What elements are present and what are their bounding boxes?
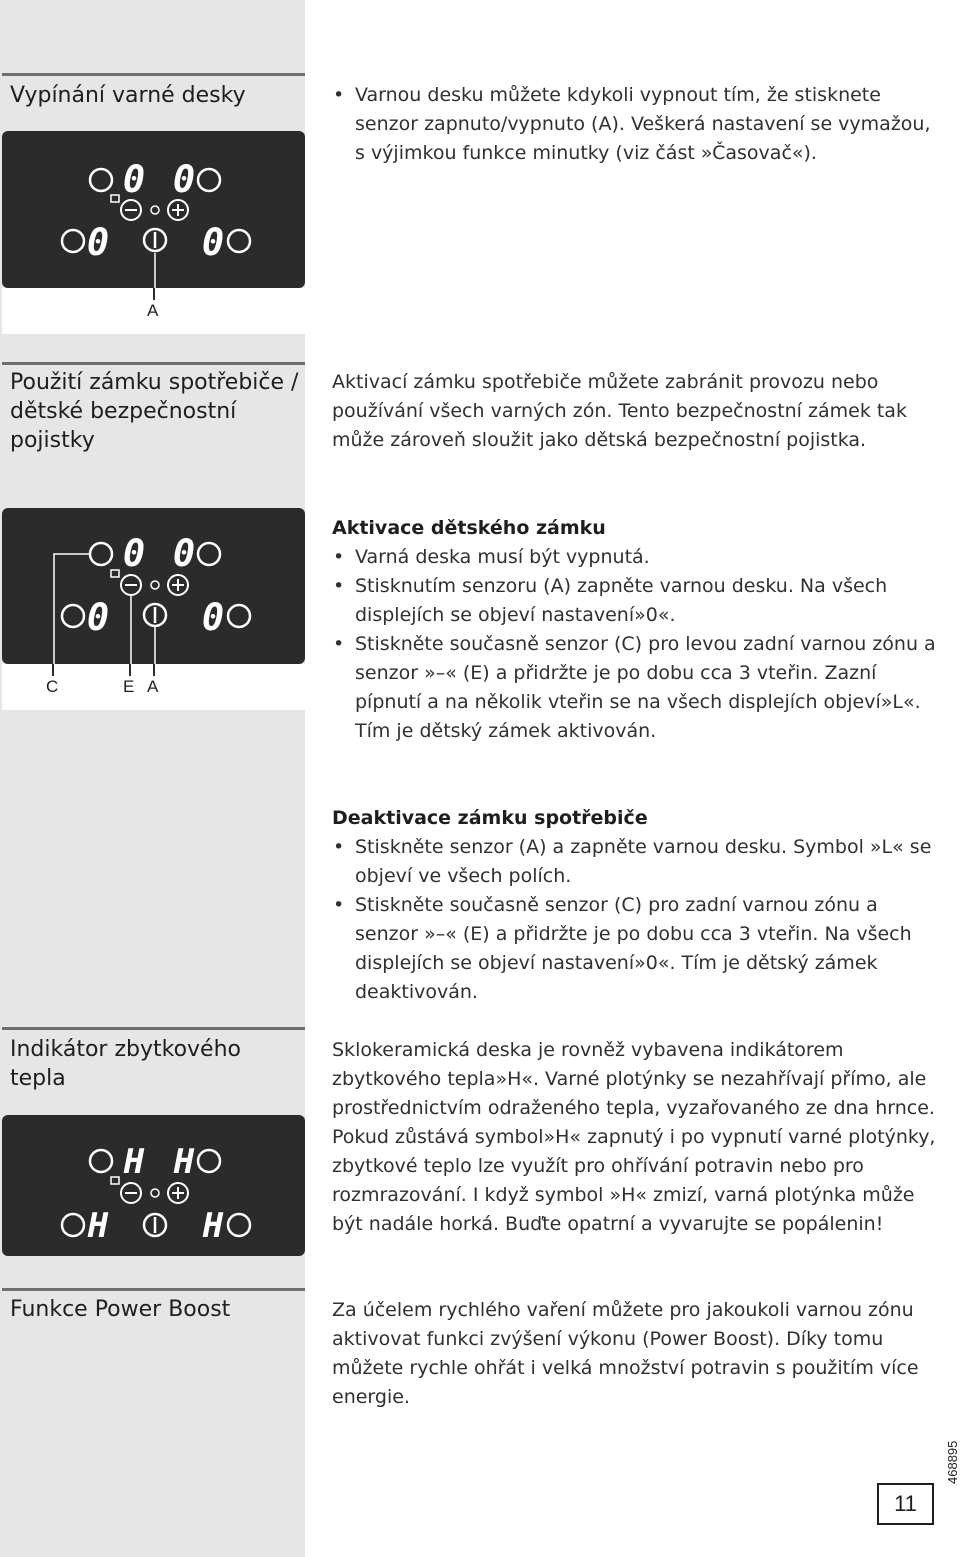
callout-line-a-ext bbox=[153, 664, 155, 676]
bullet-item: • Stiskněte senzor (A) a zapněte varnou desku. Symbol »L« se objeví ve všech polích. bbox=[332, 833, 942, 891]
page-number: 11 bbox=[877, 1483, 934, 1525]
display-front-right: 0 bbox=[201, 221, 225, 264]
residual-text: Sklokeramická deska je rovněž vybavena indikátorem zbytkového tepla»H«. Varné plotýnky se nezahřívají přímo, ale prostřednictvím odraženého tepla, vyzařovaného ze dna hrnce. Pokud zůstává symbol»H« zapnutý i po vypnutí varné plotýnky, zbytkové teplo lze využít pro ohřívání potravin nebo pro rozmrazování. I když symbol »H« zmizí, varná plotýnka může být nadále horká. Buďte opatrní a vyvarujte se popálenin! bbox=[332, 1039, 936, 1235]
zone-sensor-front-left-icon bbox=[62, 1214, 84, 1236]
lock-deactivate bbox=[332, 804, 942, 1007]
callout-label-e: E bbox=[123, 677, 135, 696]
section-rule bbox=[2, 1027, 305, 1030]
zone-sensor-rear-left-icon bbox=[90, 543, 112, 565]
zone-sensor-front-right-icon bbox=[228, 1214, 250, 1236]
zone-sensor-front-left-icon bbox=[62, 230, 84, 252]
lock-icon bbox=[111, 570, 119, 577]
timer-icon bbox=[151, 581, 159, 589]
section-text-off bbox=[332, 81, 942, 168]
timer-icon bbox=[151, 1189, 159, 1197]
timer-icon bbox=[151, 206, 159, 214]
display-rear-left: H bbox=[123, 1142, 145, 1182]
zone-sensor-rear-left-icon bbox=[90, 1150, 112, 1172]
boost-text: Za účelem rychlého vaření můžete pro jakoukoli varnou zónu aktivovat funkci zvýšení výkonu (Power Boost). Díky tomu můžete rychle ohřát i velká množství potravin s použitím více energie. bbox=[332, 1299, 919, 1408]
control-panel-residual bbox=[2, 1115, 305, 1256]
bullet-item: • Stiskněte současně senzor (C) pro levou zadní varnou zónu a senzor »–« (E) a přidržte je po dobu cca 3 vteřin. Zazní pípnutí a na několik vteřin se na všech displejích objeví»L«. Tím je dětský zámek aktivován. bbox=[332, 630, 942, 746]
bullet-item: • Stisknutím senzoru (A) zapněte varnou desku. Na všech displejích se objeví nastavení»0«. bbox=[332, 572, 942, 630]
zone-sensor-front-left-icon bbox=[62, 605, 84, 627]
section-heading-off: Vypínání varné desky bbox=[10, 83, 246, 108]
section-rule bbox=[2, 362, 305, 365]
display-front-right: 0 bbox=[201, 596, 225, 639]
zone-sensor-front-right-icon bbox=[228, 230, 250, 252]
section-heading-boost: Funkce Power Boost bbox=[10, 1297, 231, 1322]
display-rear-right: 0 bbox=[172, 158, 196, 201]
control-panel-off bbox=[2, 131, 305, 288]
callout-line-c bbox=[54, 554, 90, 664]
display-front-left: H bbox=[87, 1206, 109, 1246]
display-rear-left: 0 bbox=[122, 158, 146, 201]
display-rear-left: 0 bbox=[122, 532, 146, 575]
control-panel-lock bbox=[2, 508, 305, 664]
callout-line-c-ext bbox=[52, 664, 54, 676]
callout-label-c: C bbox=[46, 677, 59, 696]
zone-sensor-front-right-icon bbox=[228, 605, 250, 627]
callout-line-a bbox=[153, 288, 155, 300]
display-rear-right: 0 bbox=[172, 532, 196, 575]
callout-label-a: A bbox=[147, 301, 159, 320]
document-number: 468895 bbox=[945, 1440, 960, 1484]
display-rear-right: H bbox=[173, 1142, 195, 1182]
callout-line-e-ext bbox=[129, 664, 131, 676]
section-heading-lock: Použití zámku spotřebiče / dětské bezpečnostní pojistky bbox=[10, 370, 299, 453]
bullet-item: • Varnou desku můžete kdykoli vypnout tím, že stisknete senzor zapnuto/vypnuto (A). Veškerá nastavení se vymažou, s výjimkou funkce minutky (viz část »Časovač«). bbox=[332, 81, 942, 168]
subheading-activate: Aktivace dětského zámku bbox=[332, 517, 606, 539]
bullet-item: • Stiskněte současně senzor (C) pro zadní varnou zónu a senzor »–« (E) a přidržte je po dobu cca 3 vteřin. Na všech displejích se objeví nastavení»0«. Tím je dětský zámek deaktivován. bbox=[332, 891, 942, 1007]
bullet-item: • Varná deska musí být vypnutá. bbox=[332, 543, 942, 572]
zone-sensor-rear-right-icon bbox=[198, 543, 220, 565]
subheading-deactivate: Deaktivace zámku spotřebiče bbox=[332, 807, 648, 829]
section-rule bbox=[2, 73, 305, 76]
lock-intro: Aktivací zámku spotřebiče můžete zabránit provozu nebo používání všech varných zón. Tento bezpečnostní zámek tak může zároveň sloužit jako dětská bezpečnostní pojistka. bbox=[332, 371, 907, 451]
lock-icon bbox=[111, 1177, 119, 1184]
zone-sensor-rear-left-icon bbox=[90, 169, 112, 191]
display-front-left: 0 bbox=[86, 221, 110, 264]
zone-sensor-rear-right-icon bbox=[198, 1150, 220, 1172]
lock-icon bbox=[111, 195, 119, 202]
callout-label-a: A bbox=[147, 677, 159, 696]
control-panel-diagram bbox=[2, 1115, 305, 1256]
section-rule bbox=[2, 1288, 305, 1291]
control-panel-diagram bbox=[2, 508, 305, 664]
zone-sensor-rear-right-icon bbox=[198, 169, 220, 191]
display-front-left: 0 bbox=[86, 596, 110, 639]
control-panel-diagram bbox=[2, 131, 305, 288]
display-front-right: H bbox=[202, 1206, 224, 1246]
lock-activate bbox=[332, 514, 942, 746]
section-heading-residual: Indikátor zbytkového tepla bbox=[10, 1037, 241, 1091]
